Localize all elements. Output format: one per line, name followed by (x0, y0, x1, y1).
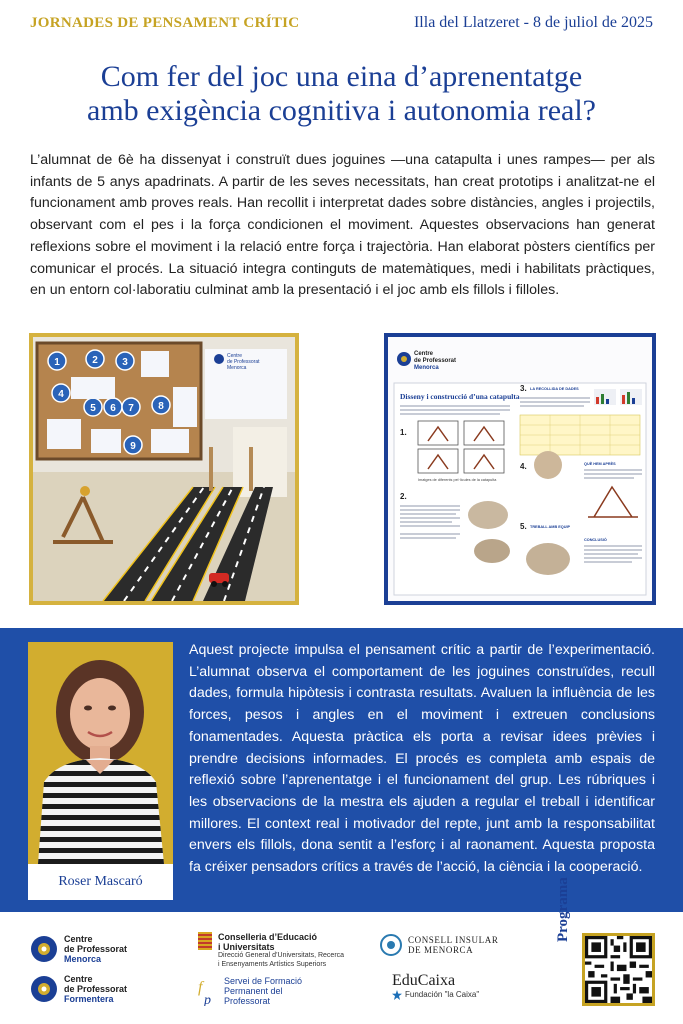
author-name: Roser Mascaró (28, 864, 173, 900)
poster-step-3: 3. (520, 384, 527, 393)
photo-logo-line3: Menorca (227, 365, 247, 371)
poster-conclusion-title: CONCLUSIÓ (584, 538, 607, 542)
footer-logos (0, 912, 683, 1024)
consell-line2: DE MENORCA (408, 945, 474, 955)
photo-logo-line1: Centre (227, 353, 243, 359)
consell-line1: CONSELL INSULAR (408, 935, 499, 945)
educaixa-text: EduCaixa (392, 972, 456, 989)
svg-text:f: f (198, 979, 203, 996)
programa-qr-code[interactable] (582, 933, 655, 1006)
poster-step-1: 1. (400, 428, 407, 437)
servei-line3: Professorat (224, 996, 271, 1006)
cep-menorca-line1: Centre (64, 934, 93, 944)
direccio-line1: Direcció General d’Universitats, Recerca (218, 952, 345, 959)
board-number-2: 2 (92, 355, 98, 366)
photo-logo-line2: de Professorat (227, 359, 260, 365)
title-line-1: Com fer del joc una eina d’aprenentatge (100, 60, 583, 93)
title-line-2: amb exigència cognitiva i autonomia real? (87, 94, 596, 127)
cep-menorca-logo (30, 934, 127, 964)
consell-insular-icon (380, 934, 402, 956)
cep-formentera-line1: Centre (64, 974, 93, 984)
cep-formentera-line3: Formentera (64, 994, 114, 1004)
board-number-1: 1 (54, 357, 60, 368)
board-number-4: 4 (58, 389, 64, 400)
page-title (30, 60, 653, 128)
la-caixa-star-icon (392, 990, 402, 1000)
servei-formacio-logo (198, 976, 302, 1006)
poster-heading: Disseny i construcció d’una catapulta (400, 392, 520, 401)
conselleria-line1: Conselleria d’Educació (218, 932, 318, 942)
board-number-6: 6 (110, 403, 116, 414)
poster-illustration (388, 337, 652, 601)
scientific-poster-image (384, 333, 656, 605)
poster-logo-line1: Centre (414, 351, 434, 357)
conselleria-logo (198, 932, 344, 969)
poster-caption: Imatges de diferents pel·lícules de la catapulta (418, 478, 497, 482)
balearic-flag-icon (198, 932, 212, 950)
toys-photo (29, 333, 299, 605)
event-place-date: Illa del Llatzeret - 8 de juliol de 2025 (413, 14, 653, 31)
cep-formentera-logo (30, 974, 127, 1004)
sfpp-icon (198, 976, 218, 1006)
board-number-3: 3 (122, 357, 128, 368)
conselleria-line2: i Universitats (218, 942, 275, 952)
cep-formentera-icon (30, 975, 58, 1003)
poster-step-2: 2. (400, 492, 407, 501)
servei-line2: Permanent del (224, 986, 283, 996)
fundacio-text: Fundación "la Caixa" (405, 989, 480, 999)
servei-line1: Servei de Formació (224, 976, 303, 986)
board-number-7: 7 (128, 403, 134, 414)
board-number-9: 9 (130, 441, 136, 452)
cep-formentera-line2: de Professorat (64, 984, 128, 994)
educaixa-logo (392, 972, 479, 1000)
toys-photo-illustration (33, 337, 295, 601)
cep-menorca-icon (30, 935, 58, 963)
svg-text:p: p (204, 993, 211, 1006)
board-number-5: 5 (90, 403, 96, 414)
poster-logo-line2: de Professorat (414, 358, 457, 364)
poster-step-4: 4. (520, 462, 527, 471)
portrait-illustration (28, 642, 173, 864)
programa-label: Programa (555, 877, 571, 942)
cep-menorca-line3: Menorca (64, 954, 102, 964)
qr-code-icon (585, 936, 652, 1003)
direccio-line2: i Ensenyaments Artístics Superiors (218, 960, 327, 968)
reflection-paragraph: Aquest projecte impulsa el pensament crític a partir de l’experimentació. L’alumnat observa el comportament de les joguines construïdes, recull dades, formula hipòtesis i contrasta resultats. Avaluen la influència de les forces, pesos i angles en el moviment i extreuen conclusions fonamentades. Aquesta pràctica els porta a revisar idees prèvies i prendre decisions informades. El procés es completa amb espais de reflexió sobre l’aprenentatge i el funcionament del grup. Les rúbriques i les observacions de la mestra els ajuden a regular el treball i identificar millores. El context real i motivador del repte, junt amb la responsabilitat envers els fillols, dona sentit a l’esforç i al raonament. Aquesta proposta fa créixer pensadors crítics a través de l’acció, la ciència i la cooperació. (189, 642, 655, 876)
consell-insular-logo (380, 934, 498, 956)
poster-step-5: 5. (520, 522, 527, 531)
event-name: JORNADES DE PENSAMENT CRÍTIC (30, 15, 300, 31)
poster-step3-title: LA RECOLLIDA DE DADES (530, 387, 579, 391)
poster-step4-title: QUÈ HEM APRÈS (584, 462, 616, 466)
poster-logo-line3: Menorca (414, 365, 439, 371)
intro-paragraph: L’alumnat de 6è ha dissenyat i construït dues joguines —una catapulta i unes rampes— per als infants de 5 anys apadrinats. A partir de les seves necessitats, han creat prototips i analitzat-ne el funcionament amb proves reals. Han recollit i interpretat dades sobre distàncies, angles i projectils, observant com el pes i la força condicionen el moviment. Aquestes observacions han generat reflexions sobre el moviment i la relació entre força i trajectòria. Han elaborat pòsters científics per comunicar el procés. La situació integra continguts de matemàtiques, medi i habilitats pràctiques, en un entorn col·laboratiu culminat amb la presentació i el joc amb els fillols i filloles. (30, 152, 655, 299)
header-bar (0, 0, 683, 46)
board-number-8: 8 (158, 401, 164, 412)
author-portrait (28, 642, 173, 900)
poster-step5-title: TREBALL AMB EQUIP (530, 525, 571, 529)
cep-menorca-line2: de Professorat (64, 944, 128, 954)
